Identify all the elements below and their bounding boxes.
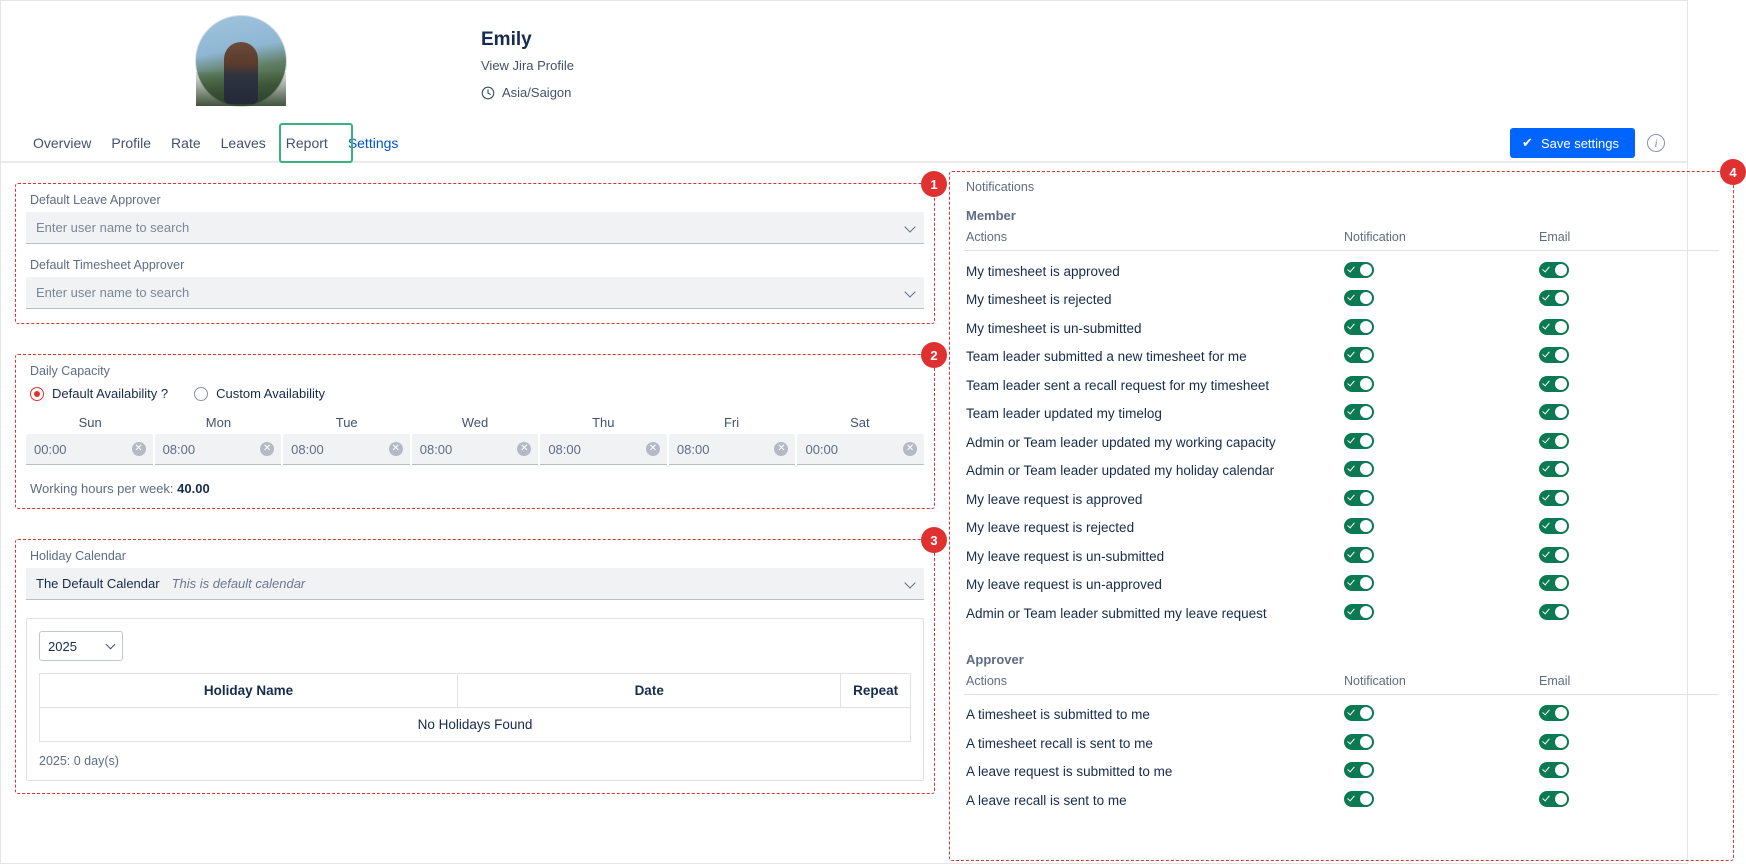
notifications-title: Notifications	[966, 180, 1035, 194]
weekday-sat: Sat	[850, 415, 870, 430]
notification-action-label: Admin or Team leader updated my holiday calendar	[966, 463, 1275, 479]
working-hours-per-week	[30, 481, 924, 496]
notification-action-label: Team leader submitted a new timesheet for me	[966, 349, 1247, 365]
clear-icon[interactable]: ✕	[260, 442, 274, 456]
view-jira-profile-link[interactable]: View Jira Profile	[481, 58, 574, 73]
capacity-value-sat: 00:00	[805, 441, 839, 457]
capacity-input-thu[interactable]	[540, 434, 667, 465]
notification-row	[964, 457, 1719, 486]
notification-toggle[interactable]	[1344, 791, 1374, 807]
notification-toggle[interactable]	[1344, 762, 1374, 778]
holidays-table	[39, 673, 911, 742]
notification-action-label: My timesheet is rejected	[966, 292, 1112, 308]
clear-icon[interactable]: ✕	[646, 442, 660, 456]
email-toggle[interactable]	[1539, 705, 1569, 721]
notification-toggle[interactable]	[1344, 433, 1374, 449]
member-column-actions: Actions	[966, 230, 1007, 244]
tab-overview[interactable]: Overview	[33, 135, 92, 151]
email-toggle[interactable]	[1539, 376, 1569, 392]
notification-toggle[interactable]	[1344, 404, 1374, 420]
daily-capacity-section	[15, 347, 938, 509]
notification-row	[964, 314, 1719, 343]
no-holidays-message: No Holidays Found	[40, 708, 911, 742]
notification-action-label: Team leader updated my timelog	[966, 406, 1162, 422]
tab-rate[interactable]: Rate	[171, 135, 201, 151]
weekday-wed: Wed	[461, 415, 489, 430]
holiday-calendar-title: Holiday Calendar	[30, 549, 126, 563]
check-icon: ✔	[1522, 135, 1533, 150]
default-leave-approver-label: Default Leave Approver	[30, 193, 161, 207]
approver-column-email: Email	[1539, 673, 1571, 688]
clock-icon	[481, 86, 495, 100]
email-toggle[interactable]	[1539, 604, 1569, 620]
email-toggle[interactable]	[1539, 347, 1569, 363]
capacity-input-tue[interactable]	[283, 434, 410, 465]
notification-row	[964, 371, 1719, 400]
chevron-down-icon	[904, 221, 915, 232]
notification-toggle[interactable]	[1344, 262, 1374, 278]
email-toggle[interactable]	[1539, 734, 1569, 750]
notification-action-label: My leave request is un-submitted	[966, 548, 1165, 564]
weekday-sun: Sun	[78, 415, 102, 430]
radio-custom-availability-label: Custom Availability	[216, 386, 325, 401]
chevron-down-icon	[106, 640, 116, 650]
notification-toggle[interactable]	[1344, 547, 1374, 563]
timezone-label: Asia/Saigon	[502, 85, 572, 100]
section-badge-1: 1	[921, 171, 947, 197]
notification-action-label: My timesheet is approved	[966, 263, 1120, 279]
page-title: Emily	[481, 29, 532, 50]
email-toggle[interactable]	[1539, 461, 1569, 477]
notification-toggle[interactable]	[1344, 347, 1374, 363]
capacity-value-sun: 00:00	[34, 441, 67, 457]
avatar-container	[1, 15, 481, 107]
chevron-down-icon	[904, 286, 915, 297]
notification-row	[964, 571, 1719, 600]
section-badge-4: 4	[1720, 159, 1746, 185]
notification-action-label: Team leader sent a recall request for my timesheet	[966, 377, 1270, 393]
weekday-tue: Tue	[335, 415, 358, 430]
holiday-calendar-section	[15, 532, 938, 794]
weekday-thu: Thu	[592, 415, 615, 430]
column-repeat: Repeat	[841, 674, 911, 708]
default-timesheet-approver-label: Default Timesheet Approver	[30, 258, 185, 272]
tab-bar	[1, 125, 1687, 163]
notification-toggle[interactable]	[1344, 575, 1374, 591]
timezone-row	[481, 85, 574, 100]
table-row	[40, 708, 911, 742]
notification-action-label: My leave request is approved	[966, 491, 1143, 507]
default-timesheet-approver-input[interactable]	[26, 277, 924, 309]
notification-row	[964, 758, 1719, 787]
notification-row	[964, 428, 1719, 457]
notifications-group-approver: Approver	[966, 651, 1024, 667]
email-toggle[interactable]	[1539, 575, 1569, 591]
right-column	[949, 164, 1737, 861]
notification-toggle[interactable]	[1344, 319, 1374, 335]
default-timesheet-approver-placeholder: Enter user name to search	[36, 285, 190, 300]
clear-icon[interactable]: ✕	[903, 442, 917, 456]
default-leave-approver-input[interactable]	[26, 212, 924, 244]
approver-column-notification: Notification	[1344, 673, 1406, 688]
capacity-input-wed[interactable]	[412, 434, 539, 465]
radio-icon	[194, 387, 208, 401]
email-toggle[interactable]	[1539, 433, 1569, 449]
email-toggle[interactable]	[1539, 490, 1569, 506]
capacity-input-sun[interactable]	[26, 434, 153, 465]
notification-toggle[interactable]	[1344, 705, 1374, 721]
holiday-calendar-note: This is default calendar	[171, 576, 306, 591]
notification-action-label: My timesheet is un-submitted	[966, 320, 1142, 336]
tab-settings[interactable]: Settings	[347, 135, 399, 151]
weekday-mon: Mon	[205, 415, 232, 430]
year-select[interactable]	[39, 631, 123, 661]
clear-icon[interactable]: ✕	[389, 442, 403, 456]
capacity-value-mon: 08:00	[162, 441, 196, 457]
holiday-calendar-select[interactable]	[26, 568, 924, 600]
weekday-capacity-inputs	[26, 434, 924, 465]
table-header-row	[40, 674, 911, 708]
weekday-header-row	[26, 415, 924, 430]
tab-leaves[interactable]: Leaves	[220, 135, 266, 151]
tab-profile[interactable]: Profile	[111, 135, 152, 151]
tab-bar-actions	[1510, 128, 1665, 158]
notification-row	[964, 257, 1719, 286]
capacity-input-sat[interactable]	[797, 434, 924, 465]
email-toggle[interactable]	[1539, 762, 1569, 778]
clear-icon[interactable]: ✕	[517, 442, 531, 456]
notification-toggle[interactable]	[1344, 604, 1374, 620]
save-settings-label: Save settings	[1540, 135, 1619, 151]
member-column-notification: Notification	[1344, 230, 1406, 244]
notification-toggle[interactable]	[1344, 290, 1374, 306]
daily-capacity-title: Daily Capacity	[30, 364, 110, 378]
capacity-value-fri: 08:00	[676, 441, 710, 457]
notification-toggle[interactable]	[1344, 518, 1374, 534]
section-badge-2: 2	[921, 342, 947, 368]
member-column-email: Email	[1539, 230, 1571, 244]
notification-row	[964, 286, 1719, 315]
availability-radio-group	[30, 386, 924, 401]
capacity-value-thu: 08:00	[548, 441, 581, 457]
clear-icon[interactable]: ✕	[132, 442, 146, 456]
capacity-input-mon[interactable]	[155, 434, 282, 465]
column-holiday-name: Holiday Name	[40, 674, 458, 708]
email-toggle[interactable]	[1539, 518, 1569, 534]
section-badge-3: 3	[921, 527, 947, 553]
notification-toggle[interactable]	[1344, 461, 1374, 477]
notification-row	[964, 542, 1719, 571]
radio-icon	[30, 387, 44, 401]
profile-header	[1, 1, 1687, 125]
radio-default-availability[interactable]	[30, 386, 168, 401]
identity-block	[481, 15, 574, 100]
notifications-group-member: Member	[966, 208, 1016, 223]
default-leave-approver-placeholder: Enter user name to search	[36, 220, 190, 235]
notification-row	[964, 485, 1719, 514]
notification-action-label: A leave recall is sent to me	[966, 792, 1127, 808]
approver-column-actions: Actions	[966, 673, 1007, 688]
capacity-value-tue: 08:00	[291, 441, 324, 457]
member-table-header	[964, 230, 1719, 251]
notification-toggle[interactable]	[1344, 376, 1374, 392]
radio-default-availability-label: Default Availability ?	[52, 386, 169, 401]
notification-action-label: A timesheet recall is sent to me	[966, 735, 1153, 751]
email-toggle[interactable]	[1539, 791, 1569, 807]
notification-action-label: A timesheet is submitted to me	[966, 707, 1150, 723]
email-toggle[interactable]	[1539, 262, 1569, 278]
email-toggle[interactable]	[1539, 290, 1569, 306]
radio-custom-availability[interactable]	[194, 386, 325, 401]
settings-body	[1, 163, 1737, 861]
notification-row	[964, 701, 1719, 730]
info-icon[interactable]: i	[1647, 134, 1665, 152]
holiday-days-summary: 2025: 0 day(s)	[39, 754, 119, 768]
holiday-list-panel	[26, 618, 924, 781]
email-toggle[interactable]	[1539, 319, 1569, 335]
column-date: Date	[458, 674, 841, 708]
notification-row	[964, 514, 1719, 543]
default-approvers-section	[15, 176, 938, 324]
holiday-calendar-selected: The Default Calendar	[36, 576, 160, 591]
notification-action-label: Admin or Team leader updated my working capacity	[966, 434, 1276, 450]
notification-row	[964, 729, 1719, 758]
chevron-down-icon	[904, 577, 915, 588]
working-hours-label: Working hours per week:	[30, 481, 174, 496]
notification-row	[964, 786, 1719, 815]
notification-toggle[interactable]	[1344, 490, 1374, 506]
capacity-input-fri[interactable]	[669, 434, 796, 465]
approver-table-header	[964, 674, 1719, 695]
notification-row	[964, 400, 1719, 429]
tab-report[interactable]: Report	[285, 135, 328, 151]
avatar	[195, 15, 287, 107]
notification-action-label: My leave request is rejected	[966, 520, 1135, 536]
notification-action-label: Admin or Team leader submitted my leave request	[966, 605, 1267, 621]
capacity-value-wed: 08:00	[419, 441, 453, 457]
notification-row	[964, 343, 1719, 372]
notification-action-label: My leave request is un-approved	[966, 577, 1162, 593]
working-hours-value: 40.00	[177, 481, 210, 496]
email-toggle[interactable]	[1539, 404, 1569, 420]
clear-icon[interactable]: ✕	[774, 442, 788, 456]
notification-action-label: A leave request is submitted to me	[966, 764, 1173, 780]
notification-row	[964, 599, 1719, 628]
year-select-value: 2025	[48, 638, 77, 654]
email-toggle[interactable]	[1539, 547, 1569, 563]
notifications-section	[949, 164, 1737, 861]
weekday-fri: Fri	[723, 415, 740, 430]
save-settings-button[interactable]	[1510, 128, 1635, 158]
notification-toggle[interactable]	[1344, 734, 1374, 750]
left-column	[15, 171, 938, 861]
